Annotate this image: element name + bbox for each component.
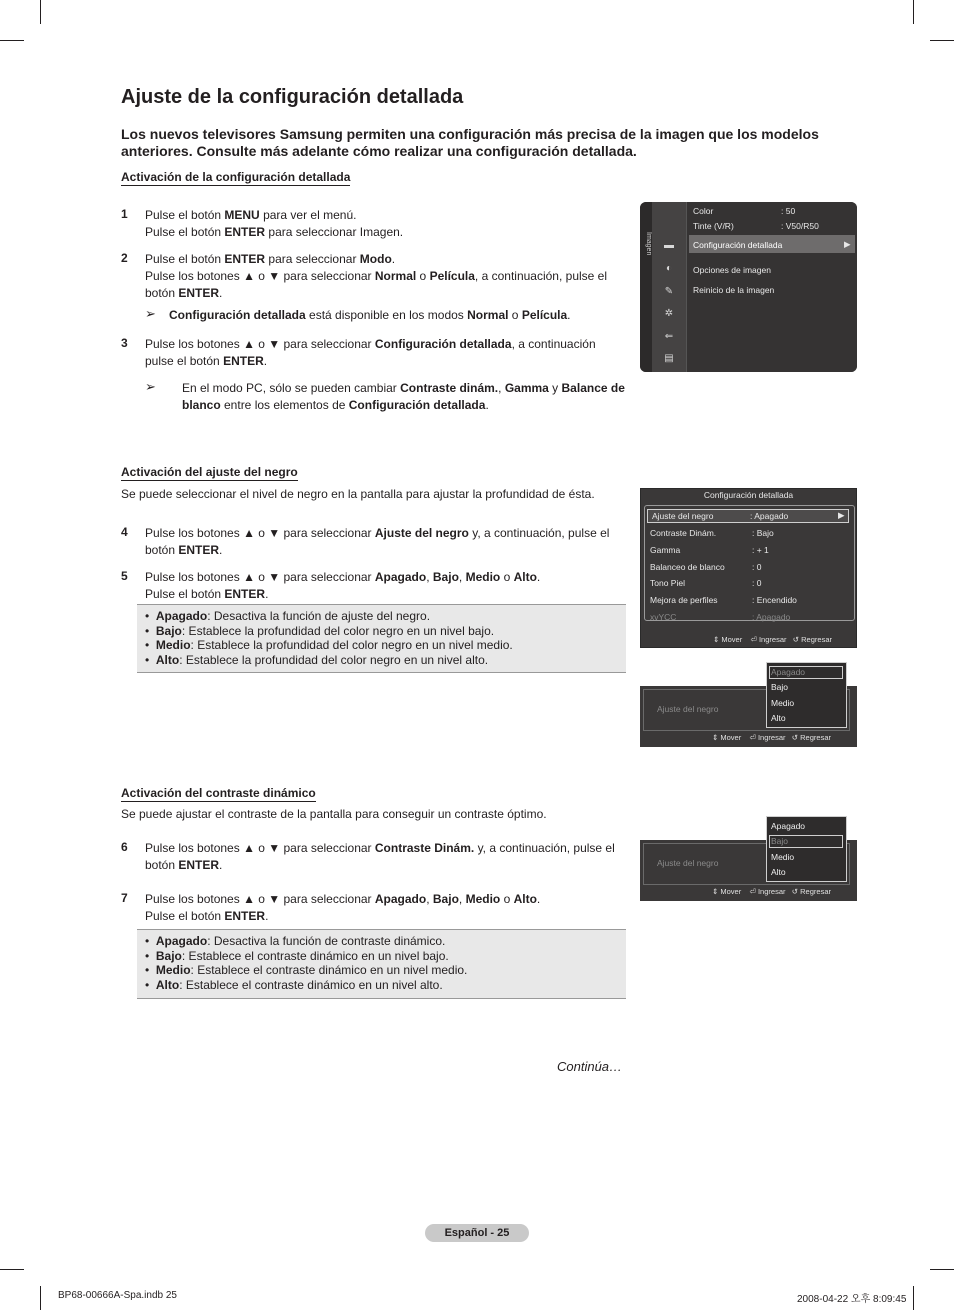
osd-menu-content <box>686 202 857 372</box>
move-icon: ⇕ <box>712 887 719 896</box>
osd-row[interactable]: Gamma : + 1 <box>650 545 769 555</box>
dropdown-option[interactable]: Alto <box>771 867 786 877</box>
section-heading-black-adjust: Activación del ajuste del negro <box>121 465 298 479</box>
osd-nav-bar: ⇕ Mover ⏎ Ingresar ↺ Regresar <box>712 887 831 896</box>
enter-icon: ⏎ <box>749 733 756 742</box>
bullet-box-dynamic-contrast <box>137 929 626 999</box>
osd-nav-bar: ⇕ Mover ⏎ Ingresar ↺ Regresar <box>712 733 831 742</box>
application-icon: ▤ <box>664 353 674 364</box>
return-icon: ↺ <box>792 635 800 644</box>
osd-black-label: Ajuste del negro <box>657 704 719 714</box>
section-heading-detailed-settings: Activación de la configuración detallada <box>121 170 351 184</box>
step-4-text: Pulse los botones ▲ o ▼ para seleccionar Ajuste del negro y, a continuación, pulse el botón ENTER. <box>145 526 610 557</box>
move-icon: ⇕ <box>712 733 719 742</box>
osd-row-selected[interactable]: Ajuste del negro : Apagado ▶ <box>647 509 849 523</box>
move-icon: ⇕ <box>713 635 720 644</box>
step-number: 1 <box>121 207 128 221</box>
intro-paragraph: Los nuevos televisores Samsung permiten una configuración más precisa de la imagen que los modelos anteriores. Consulte más adelante cómo realizar una configuración detallada. <box>121 126 819 159</box>
list-item: • Apagado: Desactiva la función de ajuste del negro. <box>145 609 431 623</box>
osd-row[interactable]: Balanceo de blanco : 0 <box>650 562 762 572</box>
osd-row[interactable]: Mejora de perfiles : Encendido <box>650 595 797 605</box>
osd-list-frame <box>644 505 855 621</box>
dropdown-option[interactable]: Apagado <box>771 821 806 831</box>
osd-header: Configuración detallada <box>703 490 794 500</box>
dropdown-option[interactable]: Bajo <box>771 682 789 692</box>
footer-date: 2008-04-22 오후 8:09:45 <box>797 1294 907 1305</box>
osd-menu-value: : 50 <box>781 206 796 216</box>
list-item: • Bajo: Establece la profundidad del color negro en un nivel bajo. <box>145 623 495 638</box>
section-description: Se puede seleccionar el nivel de negro en la pantalla para ajustar la profundidad de ésta. <box>121 487 595 501</box>
step-2-text: Pulse el botón ENTER para seleccionar Modo. Pulse los botones ▲ o ▼ para seleccionar Normal o Película, a continuación, pulse el botón ENTER. <box>145 252 608 300</box>
osd-side-label: Imagen <box>645 232 652 256</box>
osd-menu-item[interactable]: Opciones de imagen <box>693 265 771 275</box>
step-number: 2 <box>121 251 128 265</box>
osd-picture-menu <box>640 202 857 372</box>
osd-menu-item[interactable]: Color <box>693 206 714 216</box>
continued-label: Continúa… <box>557 1059 623 1074</box>
crop-mark <box>0 1269 24 1270</box>
step-number: 5 <box>121 569 128 583</box>
dropdown-option[interactable]: Medio <box>771 852 795 862</box>
step-6-text: Pulse los botones ▲ o ▼ para seleccionar Contraste Dinám. y, a continuación, pulse el botón ENTER. <box>145 841 615 872</box>
page-number-badge: Español - 25 <box>425 1224 529 1242</box>
dropdown-option[interactable]: Alto <box>771 713 786 723</box>
section-heading-dynamic-contrast: Activación del contraste dinámico <box>121 786 316 800</box>
note-arrow-icon: ➢ <box>145 306 156 321</box>
return-icon: ↺ <box>791 733 799 742</box>
note-arrow-icon: ➢ <box>145 379 156 394</box>
crop-mark <box>913 0 914 24</box>
step-5-text: Pulse los botones ▲ o ▼ para seleccionar Apagado, Bajo, Medio o Alto. Pulse el botón ENTER. <box>145 570 541 601</box>
osd-detailed-settings <box>640 488 857 648</box>
osd-row[interactable]: Tono Piel : 0 <box>650 578 762 588</box>
picture-icon: ▬ <box>664 240 674 251</box>
crop-mark <box>40 0 41 24</box>
crop-mark <box>930 1269 954 1270</box>
dropdown-option-selected[interactable]: Bajo <box>769 835 843 848</box>
osd-menu-value: : V50/R50 <box>781 221 819 231</box>
osd-row-disabled: xvYCC : Apagado <box>650 612 791 622</box>
step-number: 4 <box>121 525 128 539</box>
crop-mark <box>930 40 954 41</box>
input-icon: ⇐ <box>664 331 674 342</box>
channel-icon: ✎ <box>664 286 674 297</box>
crop-mark <box>40 1286 41 1310</box>
black-adjust-dropdown[interactable] <box>766 662 847 728</box>
bullet-box-black-adjust <box>137 604 626 673</box>
step-7-text: Pulse los botones ▲ o ▼ para seleccionar Apagado, Bajo, Medio o Alto. Pulse el botón ENTER. <box>145 892 541 923</box>
osd-row[interactable]: Contraste Dinám. : Bajo <box>650 528 774 538</box>
crop-mark <box>0 40 24 41</box>
sound-icon: ◐ <box>665 263 673 274</box>
list-item: • Apagado: Desactiva la función de contraste dinámico. <box>145 934 446 948</box>
list-item: • Bajo: Establece el contraste dinámico en un nivel bajo. <box>145 948 449 963</box>
step-number: 7 <box>121 891 128 905</box>
enter-icon: ⏎ <box>750 635 757 644</box>
osd-nav-bar: ⇕ Mover ⏎ Ingresar ↺ Regresar <box>713 635 832 644</box>
step-number: 3 <box>121 336 128 350</box>
page-title: Ajuste de la configuración detallada <box>121 86 464 108</box>
list-item: • Medio: Establece el contraste dinámico en un nivel medio. <box>145 963 468 977</box>
list-item: • Alto: Establece el contraste dinámico en un nivel alto. <box>145 977 443 992</box>
return-icon: ↺ <box>791 887 799 896</box>
dropdown-option-selected[interactable]: Apagado <box>769 666 843 679</box>
setup-icon: ✲ <box>664 308 674 319</box>
step-number: 6 <box>121 840 128 854</box>
note-pc-mode: En el modo PC, sólo se pueden cambiar Contraste dinám., Gamma y Balance de blanco entre los elementos de Configuración detallada. <box>182 381 625 412</box>
footer-file: BP68-00666A-Spa.indb 25 <box>58 1290 177 1301</box>
osd-menu-item-selected[interactable]: Configuración detallada <box>693 240 783 250</box>
dropdown-option[interactable]: Medio <box>771 698 795 708</box>
step-3-text: Pulse los botones ▲ o ▼ para seleccionar Configuración detallada, a continuación pulse el botón ENTER. <box>145 337 596 368</box>
osd-menu-item[interactable]: Reinicio de la imagen <box>693 285 775 295</box>
list-item: • Alto: Establece la profundidad del color negro en un nivel alto. <box>145 652 489 667</box>
list-item: • Medio: Establece la profundidad del color negro en un nivel medio. <box>145 638 513 652</box>
osd-side-strip <box>640 202 652 372</box>
osd-contrast-label: Ajuste del negro <box>657 858 719 868</box>
chevron-right-icon: ▶ <box>838 510 845 520</box>
osd-menu-item[interactable]: Tinte (V/R) <box>693 221 734 231</box>
step-1-text: Pulse el botón MENU para ver el menú. Pulse el botón ENTER para seleccionar Imagen. <box>145 208 404 239</box>
crop-mark <box>913 1286 914 1310</box>
enter-icon: ⏎ <box>749 887 756 896</box>
contrast-dropdown[interactable] <box>766 816 847 882</box>
chevron-right-icon: ▶ <box>844 239 851 249</box>
note-detailed-modes: Configuración detallada está disponible en los modos Normal o Película. <box>169 308 571 322</box>
section-description: Se puede ajustar el contraste de la pantalla para conseguir un contraste óptimo. <box>121 807 547 821</box>
